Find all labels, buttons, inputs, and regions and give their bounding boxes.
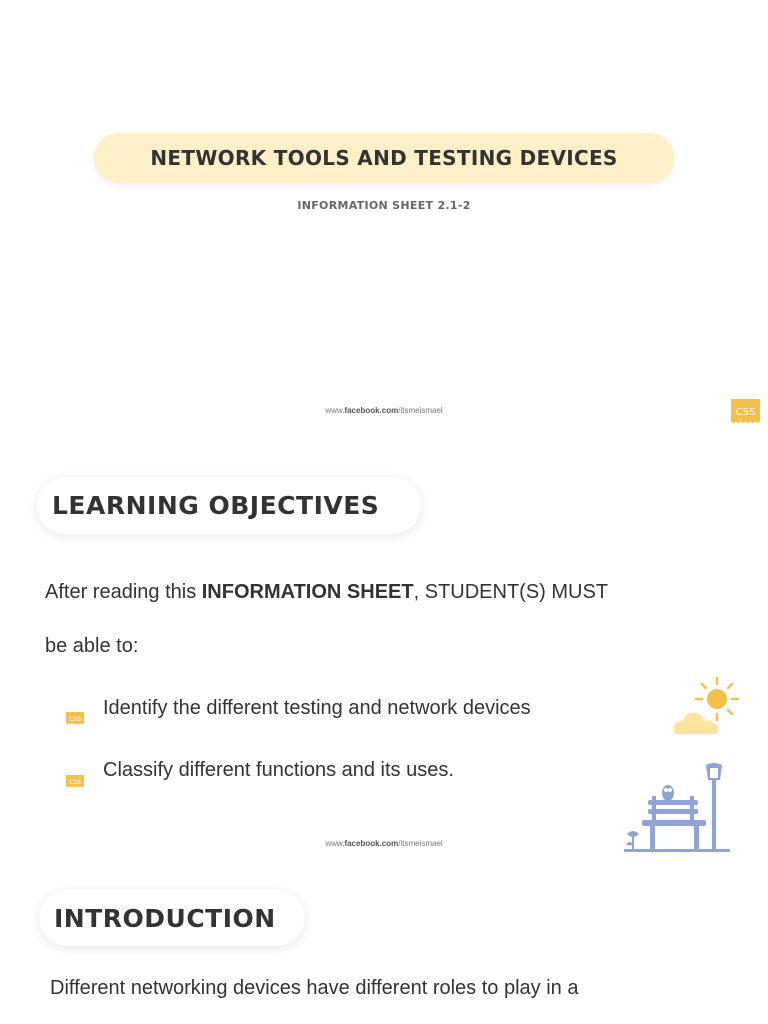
css-badge-label: CSS [735, 407, 756, 418]
css-badge-icon [731, 399, 760, 425]
svg-text:CSS: CSS [69, 716, 81, 723]
title-pill [94, 133, 674, 183]
objectives-intro [45, 581, 608, 604]
sun-cloud-icon [672, 676, 740, 738]
css-bullet-icon [66, 775, 84, 789]
intro-text-start: After reading this [45, 581, 202, 603]
css-bullet-icon [66, 712, 84, 726]
section-heading: INTRODUCTION [54, 903, 276, 933]
intro-text-bold: INFORMATION SHEET [201, 581, 414, 603]
objective-item: Classify different functions and its uses. [103, 759, 454, 781]
svg-text:CSS: CSS [69, 779, 81, 786]
learning-objectives-heading [37, 477, 421, 534]
page-subtitle: INFORMATION SHEET 2.1-2 [297, 199, 471, 212]
footer-url-path: /itsmeismael [398, 406, 443, 415]
footer-url-domain: facebook.com [344, 406, 399, 415]
footer-url-prefix: www. [325, 839, 345, 848]
footer-url-domain: facebook.com [344, 839, 399, 848]
footer-url[interactable] [0, 406, 768, 415]
section-heading: LEARNING OBJECTIVES [52, 491, 380, 520]
footer-url-prefix: www. [325, 406, 345, 415]
introduction-paragraph: Different networking devices have different roles to play in a [50, 977, 579, 999]
page-title: NETWORK TOOLS AND TESTING DEVICES [150, 146, 618, 170]
footer-url-path: /itsmeismael [398, 839, 443, 848]
intro-text-end: , STUDENT(S) MUST [413, 581, 609, 603]
introduction-heading [39, 890, 305, 946]
objectives-intro-line2: be able to: [45, 635, 139, 657]
footer-url[interactable] [0, 839, 768, 848]
objective-item: Identify the different testing and network devices [103, 697, 531, 719]
